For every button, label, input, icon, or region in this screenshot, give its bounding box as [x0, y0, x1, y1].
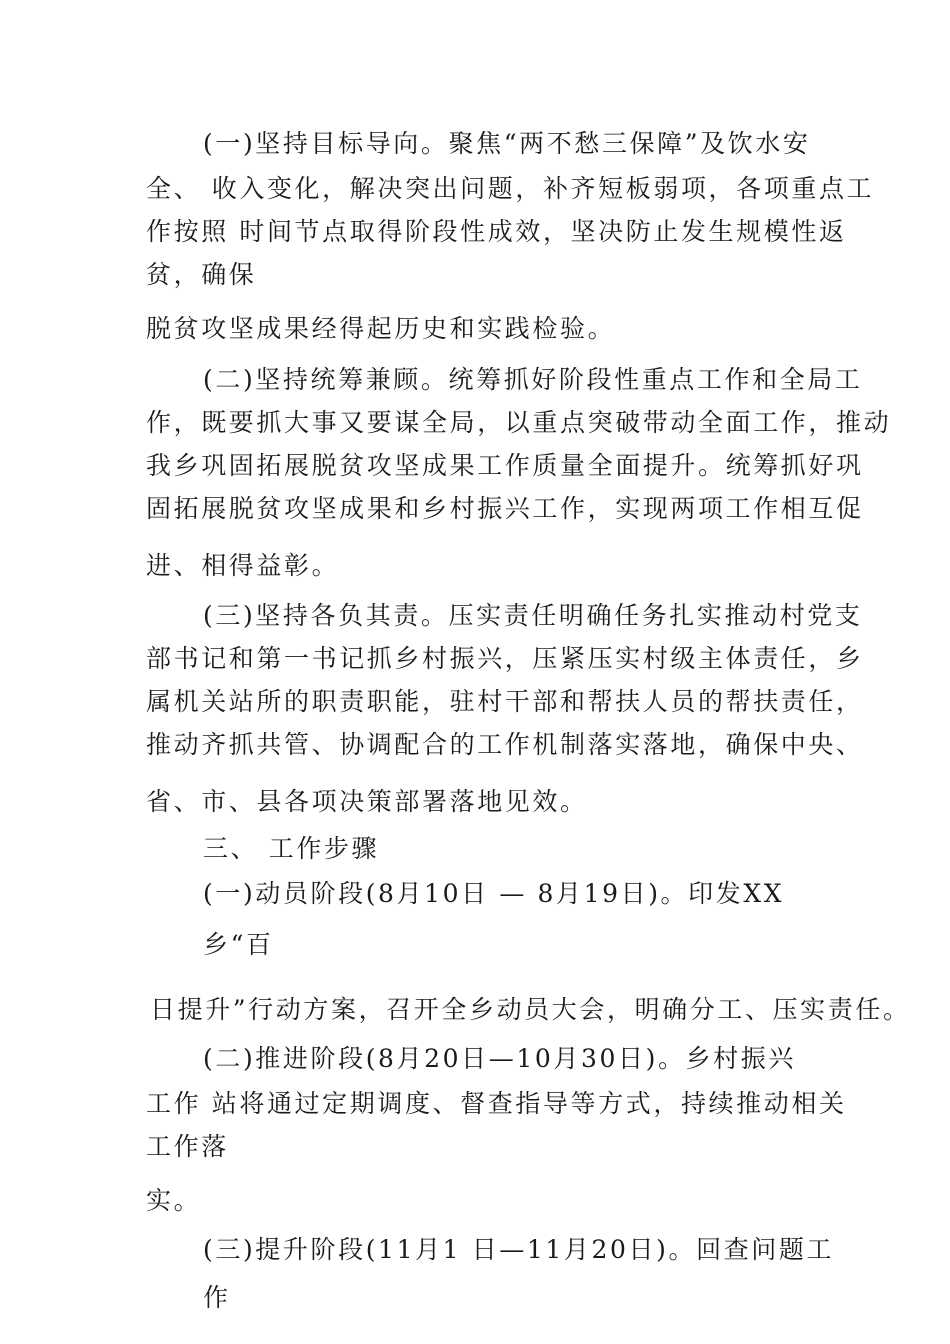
paragraph-line: (二)坚持统筹兼顾。统筹抓好阶段性重点工作和全局工: [203, 365, 863, 394]
paragraph-line: 作: [203, 1283, 231, 1312]
paragraph-line: (三)坚持各负其责。压实责任明确任务扎实推动村党支: [203, 601, 863, 630]
paragraph-line: 作按照 时间节点取得阶段性成效，坚决防止发生规模性返: [146, 217, 847, 246]
paragraph-line: (一)动员阶段(8月10日 — 8月19日)。印发XX: [203, 879, 785, 908]
paragraph-line: 属机关站所的职责职能，驻村干部和帮扶人员的帮扶责任，: [146, 687, 864, 716]
paragraph-line: 日提升”行动方案，召开全乡动员大会，明确分工、压实责任。: [150, 995, 911, 1024]
paragraph-line: 部书记和第一书记抓乡村振兴，压紧压实村级主体责任，乡: [146, 644, 864, 673]
section-heading: 三、 工作步骤: [203, 834, 380, 863]
paragraph-line: 进、相得益彰。: [146, 551, 340, 580]
paragraph-line: (三)提升阶段(11月1 日—11月20日)。回查问题工: [203, 1235, 835, 1264]
paragraph-line: (一)坚持目标导向。聚焦“两不愁三保障”及饮水安: [203, 129, 811, 158]
paragraph-line: 脱贫攻坚成果经得起历史和实践检验。: [146, 314, 616, 343]
paragraph-line: 工作 站将通过定期调度、督查指导等方式，持续推动相关: [146, 1089, 847, 1118]
paragraph-line: 我乡巩固拓展脱贫攻坚成果工作质量全面提升。统筹抓好巩: [146, 451, 864, 480]
paragraph-line: 实。: [146, 1186, 202, 1215]
paragraph-line: 全、 收入变化，解决突出问题，补齐短板弱项，各项重点工: [146, 174, 875, 203]
paragraph-line: 乡“百: [203, 930, 274, 959]
paragraph-line: (二)推进阶段(8月20日—10月30日)。乡村振兴: [203, 1044, 796, 1073]
paragraph-line: 作，既要抓大事又要谋全局，以重点突破带动全面工作，推动: [146, 408, 892, 437]
paragraph-line: 推动齐抓共管、协调配合的工作机制落实落地，确保中央、: [146, 730, 864, 759]
paragraph-line: 贫，确保: [146, 260, 257, 289]
paragraph-line: 工作落: [146, 1132, 229, 1161]
paragraph-line: 固拓展脱贫攻坚成果和乡村振兴工作，实现两项工作相互促: [146, 494, 864, 523]
paragraph-line: 省、市、县各项决策部署落地见效。: [146, 787, 588, 816]
